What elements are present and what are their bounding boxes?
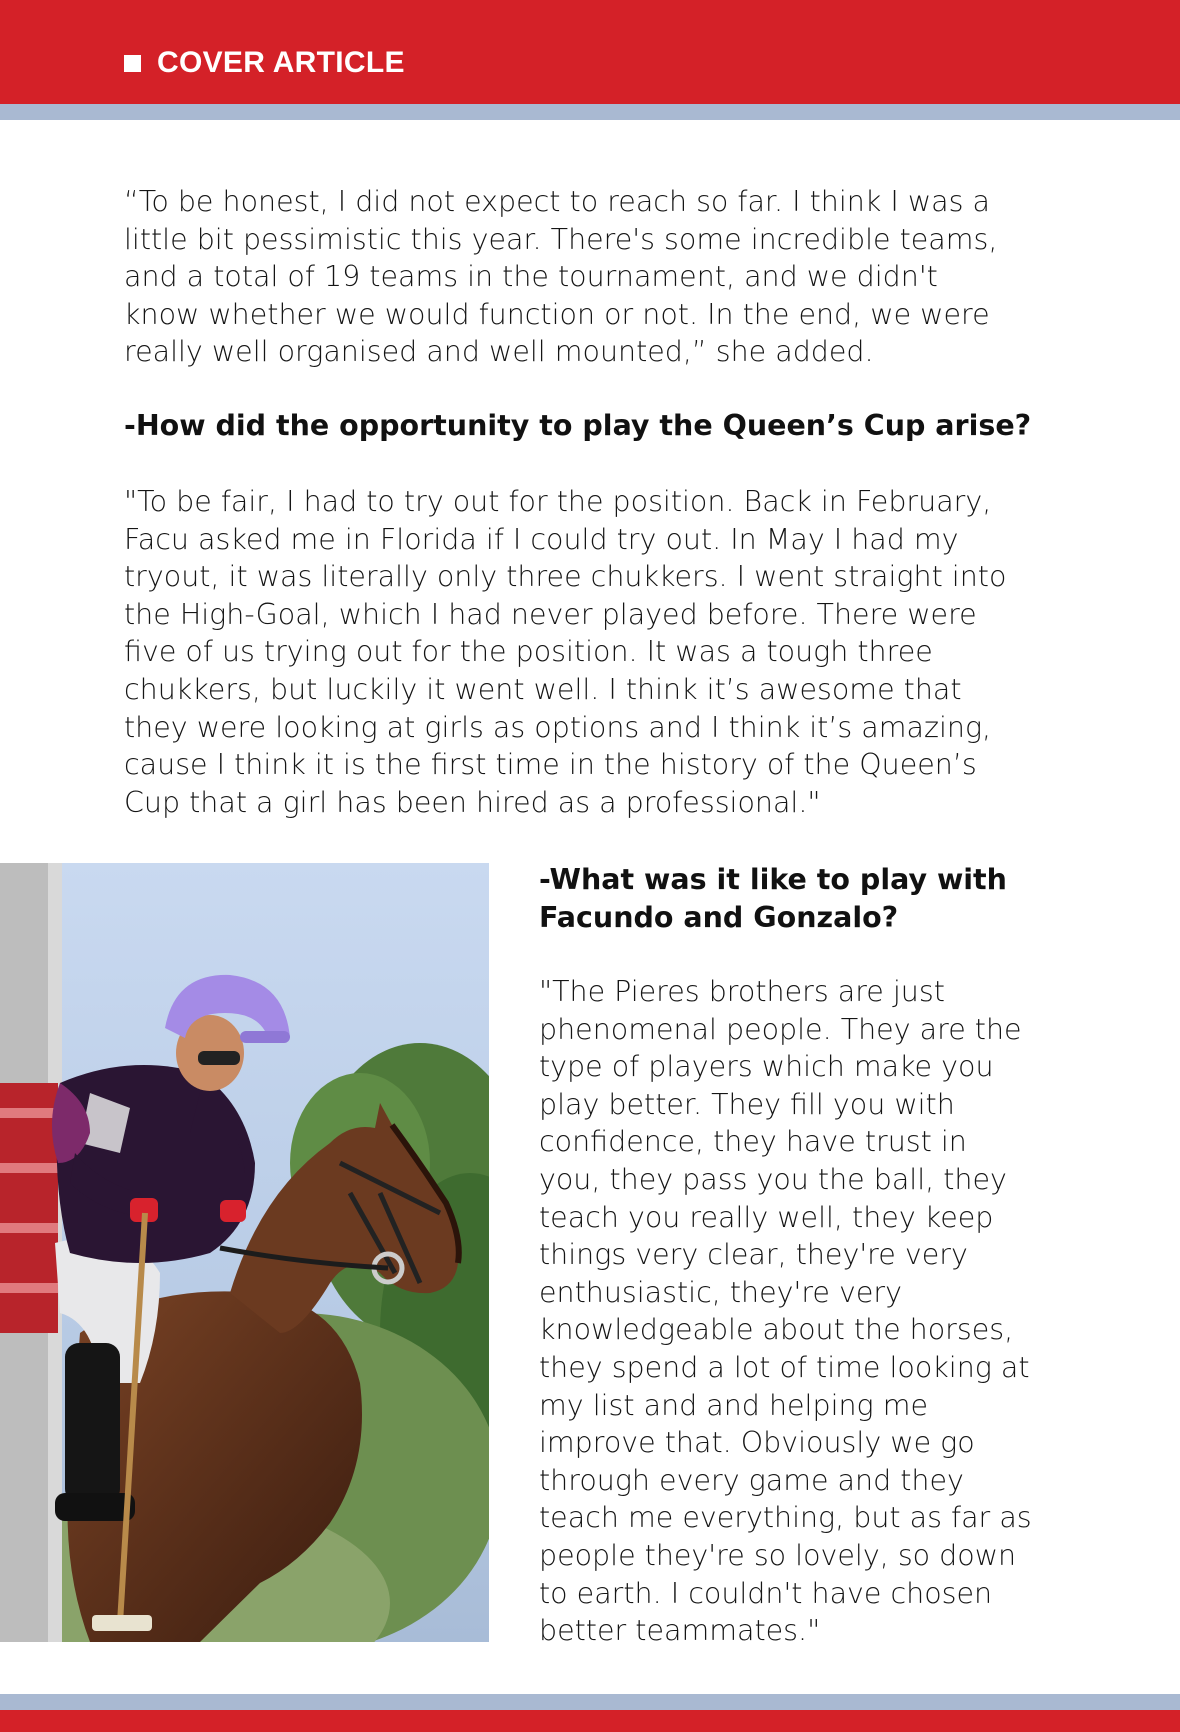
article-paragraph-3: "The Pieres brothers are just phenomenal people. They are the type of players which make you play better. They fill you with confidence, they have trust in you, they pass you the ball, they teach you really well, they keep things very clear, they're very enthusiastic, they're very knowledgeable about the horses, they spend a lot of time looking at my list and and helping me improve that. Obviously we go through every game and they teach me everything, but as far as people they're so lovely, so down to earth. I couldn't have chosen better teammates." <box>539 975 1032 1648</box>
polo-player-photo <box>0 863 489 1642</box>
interview-question-2: -What was it like to play with Facundo and Gonzalo? <box>539 863 1007 934</box>
article-paragraph-1: “To be honest, I did not expect to reach so far. I think I was a little bit pessimistic this year. There's some incredible teams, and a total of 19 teams in the tournament, and we didn't know whether we would function or not. In the end, we were really well organised and well mounted,” she added. <box>124 185 998 369</box>
interview-question-1: -How did the opportunity to play the Queen’s Cup arise? <box>124 409 1032 442</box>
header-stripe <box>0 104 1180 120</box>
section-label <box>124 46 405 80</box>
section-label-text: COVER ARTICLE <box>157 46 405 79</box>
square-bullet-icon <box>124 55 141 72</box>
header-bar <box>0 0 1180 104</box>
footer-bar <box>0 1710 1180 1732</box>
footer-stripe <box>0 1694 1180 1710</box>
article-paragraph-2: "To be fair, I had to try out for the position. Back in February, Facu asked me in Florida if I could try out. In May I had my tryout, it was literally only three chukkers. I went straight into the High-Goal, which I had never played before. There were five of us trying out for the position. It was a tough three chukkers, but luckily it went well. I think it’s awesome that they were looking at girls as options and I think it’s amazing, cause I think it is the first time in the history of the Queen’s Cup that a girl has been hired as a professional." <box>124 485 1007 819</box>
